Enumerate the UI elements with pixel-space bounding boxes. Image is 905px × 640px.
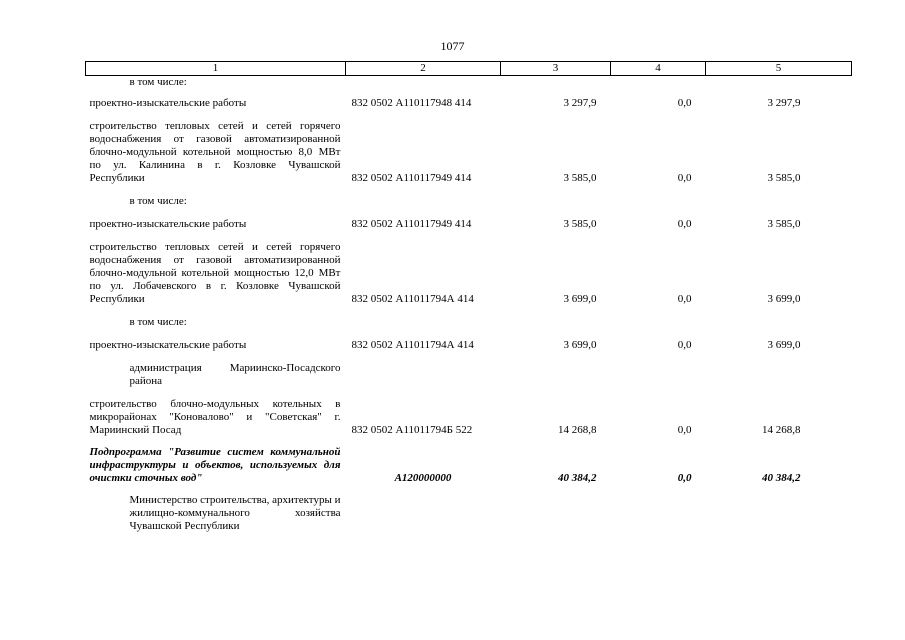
row-name: в том числе:: [129, 195, 187, 207]
table-row: [86, 388, 852, 437]
row-value-col5: 3 699,0: [767, 339, 801, 351]
row-value-col4: 0,0: [677, 218, 692, 230]
row-name: строительство тепловых сетей и сетей горячего водоснабжения от газовой автоматизированной блочно-модульной котельной мощностью 8,0 МВт по ул. Калинина в г. Козловке Чувашской Республики: [89, 120, 341, 184]
row-value-col4: 0,0: [677, 97, 692, 109]
row-code: [346, 306, 501, 329]
column-header-3: 3: [501, 62, 611, 76]
row-value-col3: 40 384,2: [558, 472, 597, 484]
row-value-col4: 0,0: [677, 172, 692, 184]
row-name: в том числе:: [129, 76, 187, 88]
row-value-col4: [611, 76, 706, 90]
row-name: проектно-изыскательские работы: [89, 339, 247, 351]
row-code: 832 0502 А11011794А 414: [351, 339, 474, 351]
row-value-col3: 14 268,8: [558, 424, 597, 436]
row-value-col4: 0,0: [677, 424, 692, 436]
row-value-col5: [706, 485, 852, 533]
budget-table: [85, 61, 852, 533]
row-name: проектно-изыскательские работы: [89, 218, 247, 230]
row-name: администрация Мариинско-Посадского района: [129, 362, 341, 387]
table-row: [86, 208, 852, 231]
row-code: [346, 76, 501, 90]
row-value-col5: [706, 306, 852, 329]
row-value-col5: [706, 352, 852, 388]
table-row: [86, 110, 852, 185]
table-row: [86, 185, 852, 208]
column-header-2: 2: [346, 62, 501, 76]
row-value-col4: [611, 352, 706, 388]
row-code: [346, 352, 501, 388]
row-code: А120000000: [394, 472, 452, 484]
row-value-col5: [706, 185, 852, 208]
row-value-col4: 0,0: [677, 472, 692, 484]
table-header-row: [86, 62, 852, 76]
row-value-col5: 3 297,9: [767, 97, 801, 109]
row-code: [346, 185, 501, 208]
table-row: [86, 231, 852, 306]
row-code: 832 0502 А110117949 414: [351, 218, 472, 230]
row-value-col4: [611, 185, 706, 208]
row-value-col3: [501, 306, 611, 329]
table-row: [86, 306, 852, 329]
table-row: [86, 89, 852, 110]
row-name: Подпрограмма "Развитие систем коммунальной инфраструктуры и объектов, используемых для очистки сточных вод": [89, 446, 341, 484]
table-row: [86, 76, 852, 90]
row-name: проектно-изыскательские работы: [89, 97, 247, 109]
row-value-col3: [501, 76, 611, 90]
row-value-col3: 3 585,0: [563, 172, 597, 184]
table-row: [86, 329, 852, 352]
row-value-col5: 14 268,8: [762, 424, 801, 436]
table-body: [86, 76, 852, 534]
row-value-col3: 3 699,0: [563, 293, 597, 305]
row-name: в том числе:: [129, 316, 187, 328]
row-code: 832 0502 А11011794Б 522: [351, 424, 473, 436]
row-value-col4: [611, 485, 706, 533]
row-value-col5: [706, 76, 852, 90]
row-value-col4: 0,0: [677, 339, 692, 351]
table-row: [86, 437, 852, 485]
table-row: [86, 352, 852, 388]
row-name: строительство тепловых сетей и сетей горячего водоснабжения от газовой автоматизированной блочно-модульной котельной мощностью 12,0 МВт по ул. Лобачевского в г. Козловке Чувашской Республики: [89, 241, 341, 305]
row-code: 832 0502 А110117948 414: [351, 97, 472, 109]
row-value-col3: [501, 485, 611, 533]
row-value-col5: 3 585,0: [767, 172, 801, 184]
page-number: 1077: [440, 39, 465, 53]
row-code: 832 0502 А11011794А 414: [351, 293, 474, 305]
row-code: [346, 485, 501, 533]
row-value-col5: 3 585,0: [767, 218, 801, 230]
row-value-col3: [501, 352, 611, 388]
row-value-col5: 40 384,2: [762, 472, 801, 484]
row-value-col5: 3 699,0: [767, 293, 801, 305]
row-name: строительство блочно-модульных котельных в микрорайонах "Коновалово" и "Советская" г. Мариинский Посад: [89, 398, 341, 436]
row-value-col4: [611, 306, 706, 329]
table-row: [86, 485, 852, 533]
row-code: 832 0502 А110117949 414: [351, 172, 472, 184]
row-value-col3: 3 585,0: [563, 218, 597, 230]
column-header-5: 5: [706, 62, 852, 76]
column-header-4: 4: [611, 62, 706, 76]
column-header-1: 1: [86, 62, 346, 76]
row-value-col3: 3 699,0: [563, 339, 597, 351]
row-value-col4: 0,0: [677, 293, 692, 305]
row-value-col3: 3 297,9: [563, 97, 597, 109]
row-value-col3: [501, 185, 611, 208]
row-name: Министерство строительства, архитектуры и жилищно-коммунального хозяйства Чувашской Республики: [129, 494, 341, 532]
